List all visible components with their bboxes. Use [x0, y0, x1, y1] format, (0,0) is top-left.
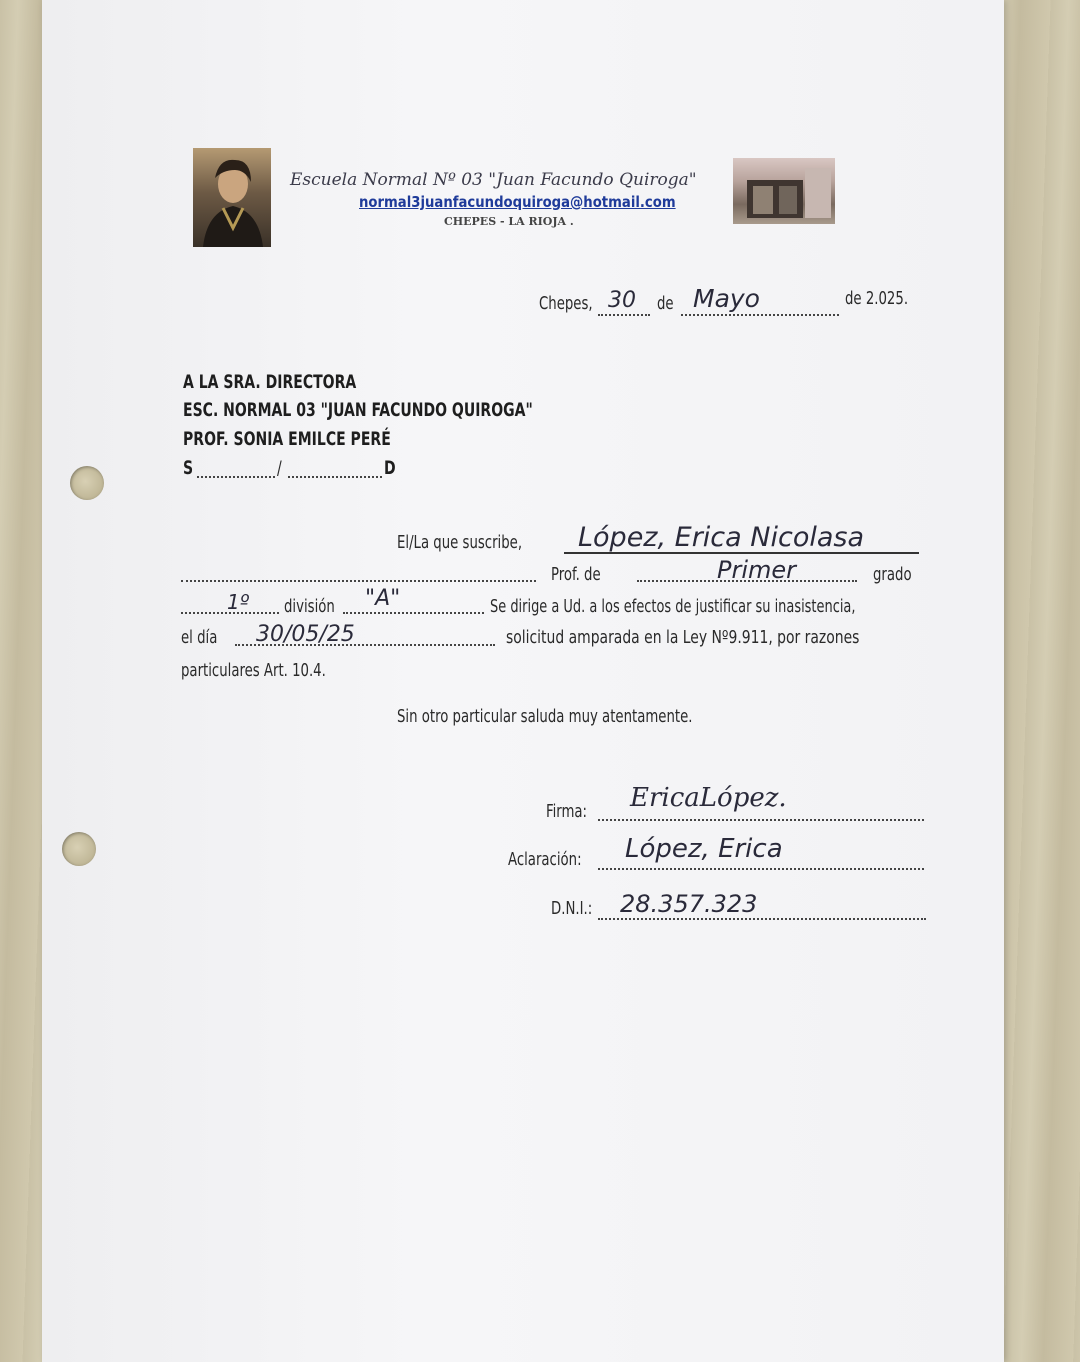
date-day-line — [598, 314, 650, 316]
grade-handwritten: Primer — [717, 556, 797, 584]
name-handwritten: López, Erica Nicolasa — [578, 522, 865, 553]
punch-hole-top — [70, 466, 104, 500]
dni-label: D.N.I.: — [551, 898, 593, 919]
line-2-fill — [181, 580, 536, 582]
portrait-image — [193, 148, 271, 247]
school-location: CHEPES - LA RIOJA . — [444, 215, 574, 228]
recipient-line-1: A LA SRA. DIRECTORA — [183, 371, 357, 393]
body-se-dirige: Se dirige a Ud. a los efectos de justificar su inasistencia, — [490, 596, 856, 617]
date-de: de — [657, 293, 674, 314]
firma-line — [598, 819, 924, 821]
punch-hole-bottom — [62, 832, 96, 866]
date-day: 30 — [608, 288, 636, 313]
aclaracion-handwritten: López, Erica — [625, 834, 783, 864]
recipient-slash: / — [277, 457, 282, 479]
recipient-sd-line-2 — [288, 476, 382, 478]
recipient-line-2: ESC. NORMAL 03 "JUAN FACUNDO QUIROGA" — [183, 399, 533, 421]
body-solicitud: solicitud amparada en la Ley Nº9.911, por razones — [506, 627, 860, 648]
prof-de: Prof. de — [551, 564, 601, 585]
school-name: Escuela Normal Nº 03 "Juan Facundo Quiroga" — [290, 170, 697, 190]
firma-signature: EricaLópez. — [630, 783, 787, 813]
recipient-line-3: PROF. SONIA EMILCE PERÉ — [183, 428, 391, 450]
division-line — [343, 612, 484, 614]
recipient-s: S — [183, 457, 194, 479]
aclaracion-line — [598, 868, 924, 870]
el-dia: el día — [181, 627, 218, 648]
body-particulares: particulares Art. 10.4. — [181, 660, 326, 681]
body-intro: El/La que suscribe, — [397, 532, 523, 553]
dni-line — [598, 918, 926, 920]
recipient-d: D — [384, 457, 396, 479]
firma-label: Firma: — [546, 801, 588, 822]
aclaracion-label: Aclaración: — [508, 849, 582, 870]
date-month-line — [681, 314, 839, 316]
date-city: Chepes, — [539, 293, 593, 314]
school-building-image — [733, 158, 835, 224]
division-label: división — [284, 596, 335, 617]
school-email: normal3juanfacundoquiroga@hotmail.com — [359, 193, 676, 211]
division-handwritten: "A" — [365, 586, 401, 611]
date-month: Mayo — [693, 284, 760, 313]
date-abs-handwritten: 30/05/25 — [256, 622, 355, 647]
date-year: de 2.025. — [845, 288, 909, 309]
recipient-sd-line-1 — [197, 476, 275, 478]
grade-num-handwritten: 1º — [227, 590, 250, 614]
grado-label: grado — [873, 564, 912, 585]
body-closing: Sin otro particular saluda muy atentamente. — [397, 706, 693, 727]
dni-handwritten: 28.357.323 — [620, 890, 758, 918]
